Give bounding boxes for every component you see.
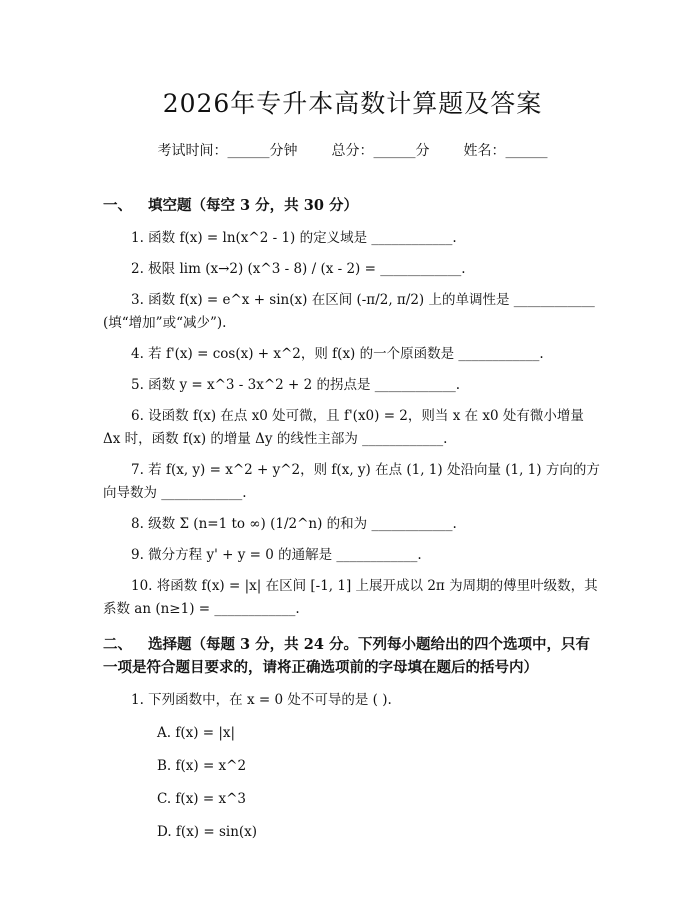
question-1: 1. 函数 f(x) = ln(x^2 - 1) 的定义域是 ____________.	[131, 230, 457, 246]
question-7: 7. 若 f(x, y) = x^2 + y^2，则 f(x, y) 在点 (1, 1) 处沿向量 (1, 1) 方向的方向导数为 ____________.	[103, 462, 600, 501]
option-b: B. f(x) = x^2	[157, 758, 247, 774]
question-3: 3. 函数 f(x) = e^x + sin(x) 在区间 (-π/2, π/2) 上的单调性是 ____________ (填“增加”或“减少”).	[103, 292, 595, 331]
question-4: 4. 若 f'(x) = cos(x) + x^2，则 f(x) 的一个原函数是 ____________.	[131, 346, 544, 362]
option-a: A. f(x) = |x|	[157, 725, 236, 741]
option-c: C. f(x) = x^3	[157, 791, 246, 807]
document-title: 2026年专升本高数计算题及答案	[162, 89, 543, 118]
section-heading-fill-in	[103, 194, 602, 217]
question-2: 2. 极限 lim (x→2) (x^3 - 8) / (x - 2) = ____________.	[131, 261, 466, 277]
exam-info-row	[103, 140, 602, 160]
question-9: 9. 微分方程 y' + y = 0 的通解是 ____________.	[131, 547, 422, 563]
choice-question-1: 1. 下列函数中，在 x = 0 处不可导的是 ( ).	[131, 692, 392, 708]
section-number: 二、	[103, 636, 132, 653]
section-title: 填空题（每空 3 分，共 30 分）	[148, 197, 358, 214]
question-5: 5. 函数 y = x^3 - 3x^2 + 2 的拐点是 ____________.	[131, 377, 461, 393]
section-title: 选择题（每题 3 分，共 24 分。下列每小题给出的四个选项中，只有一项是符合题目要求的，请将正确选项前的字母填在题后的括号内）	[103, 636, 590, 676]
question-10: 10. 将函数 f(x) = |x| 在区间 [-1, 1] 上展开成以 2π 为周期的傅里叶级数，其系数 an (n≥1) = ____________.	[103, 578, 598, 617]
option-d: D. f(x) = sin(x)	[157, 824, 258, 840]
section-heading-multiple-choice	[103, 633, 602, 679]
question-8: 8. 级数 Σ (n=1 to ∞) (1/2^n) 的和为 ____________.	[131, 516, 457, 532]
exam-time-field: 考试时间：______分钟	[157, 143, 298, 159]
section-number: 一、	[103, 197, 132, 214]
total-score-field: 总分：______分	[331, 143, 430, 159]
student-name-field: 姓名：______	[463, 143, 548, 159]
question-6: 6. 设函数 f(x) 在点 x0 处可微，且 f'(x0) = 2，则当 x 在 x0 处有微小增量 Δx 时，函数 f(x) 的增量 Δy 的线性主部为 ____________.	[103, 408, 584, 447]
